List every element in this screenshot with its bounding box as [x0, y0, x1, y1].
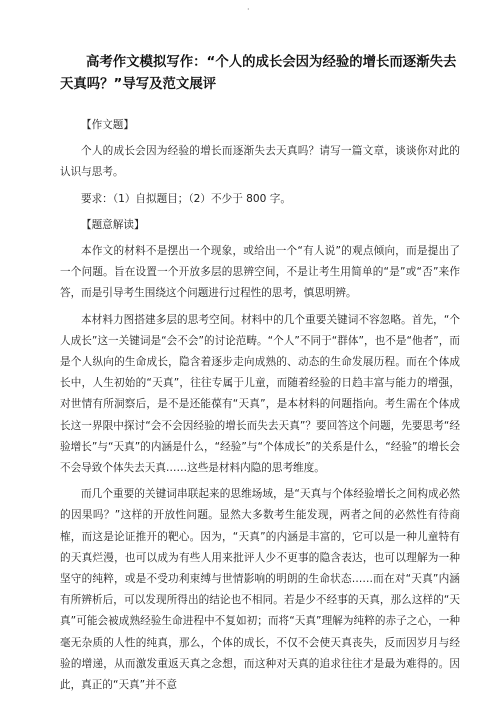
- section-heading-analysis: 【题意解读】: [81, 218, 145, 231]
- paragraph: 而几个重要的关键词串联起来的思维场域，是“天真与个体经验增长之间构成必然的因果吗？”这样的开放性问题。显然大多数考生能发现，两者之间的必然性有待商榷，而这是论证推开的靶心。因为，“天真”的内涵是丰富的，它可以是一种儿童特有的天真烂漫，也可以成为有些人用来批评人少不更事的隐含表达，也可以理解为一种坚守的纯粹，或是不受功利束缚与世情影响的明朗的生命状态……而在对“天真”内涵有所辨析后，可以发现所得出的结论也不相同。若是少不经事的天真，那么这样的“天真”可能会被成熟经验生命进程中不复如初；而将“天真”理解为纯粹的赤子之心，一种毫无杂质的人性的纯真，那么，个体的成长，不仅不会使天真丧失，反而因岁月与经验的增递，从而激发重返天真之念想，而这种对天真的追求往往才是最为难得的。因此，真正的“天真”并不意: [60, 488, 460, 692]
- paragraph: 本作文的材料不是摆出一个现象，或给出一个“有人说”的观点倾向，而是提出了一个问题。旨在设置一个开放多层的思辨空间，不是让考生用简单的“是”或“否”来作答，而是引导考生围绕这个问题进行过程性的思考，慎思明辨。: [60, 245, 460, 300]
- section-heading-topic: 【作文题】: [81, 119, 134, 131]
- document-title-text: 高考作文模拟写作：“个人的成长会因为经验的增长而逐渐失去天真吗？”导写及范文展评: [60, 55, 457, 92]
- requirements-text: 要求：（1）自拟题目；（2）不少于 800 字。: [81, 192, 291, 205]
- document-title: [60, 52, 460, 96]
- topic-text: 个人的成长会因为经验的增长而逐渐失去天真吗？请写一篇文章，谈谈你对此的认识与思考。: [60, 145, 460, 179]
- paragraph: 本材料力图搭建多层的思考空间。材料中的几个重要关键词不容忽略。首先，“个人成长”这一关键词是“会不会”的讨论范畴。“个人”不同于“群体”，也不是“他者”，而是个人纵向的生命成长，隐含着逐步走向成熟的、动态的生命发展历程。而在个体成长中，人生初始的“天真”，往往专属于儿童，而随着经验的日趋丰富与能力的增强，对世情有所洞察后，是不是还能葆有“天真”，是本材料的问题指向。考生需在个体成长这一界限中探讨“会不会因经验的增长而失去天真”？要回答这个问题，先要思考“经验增长”与“天真”的内涵是什么，“经验”与“个体成长”的关系是什么，“经验”的增长会不会导致个体失去天真……这些是材料内隐的思考维度。: [60, 313, 460, 475]
- document-body: [60, 115, 460, 696]
- header-dot: ·: [247, 5, 250, 14]
